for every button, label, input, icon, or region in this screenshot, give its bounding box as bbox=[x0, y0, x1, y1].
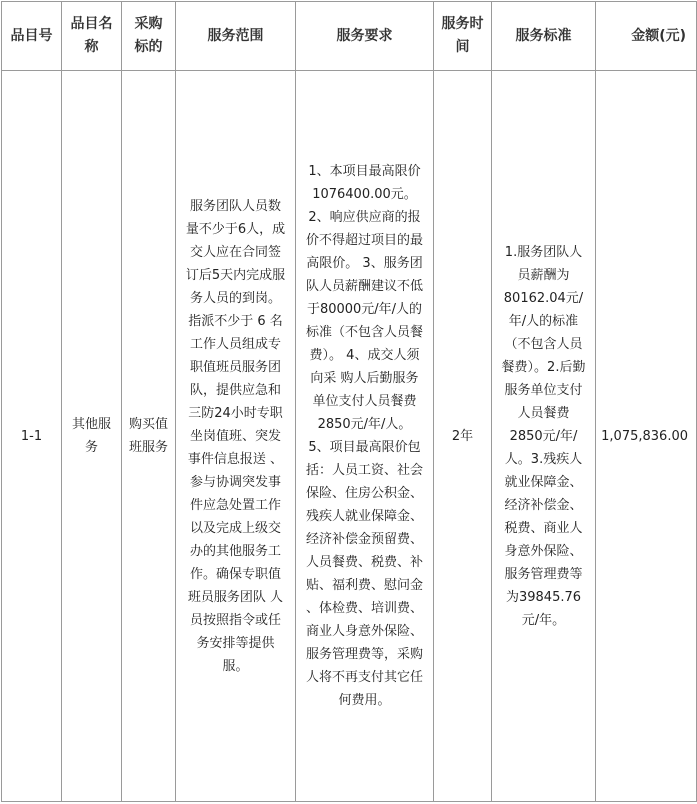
header-service-scope: 服务范围 bbox=[176, 2, 296, 71]
header-row bbox=[2, 2, 697, 71]
cell-item-name: 其他服务 bbox=[62, 71, 122, 802]
header-item-no: 品目号 bbox=[2, 2, 62, 71]
cell-service-requirements: 1、本项目最高限价1076400.00元。 2、响应供应商的报价不得超过项目的最高限价。 3、服务团队人员薪酬建议不低于80000元/年/人的标准（不包含人员餐费）。 4、成交人须向采 购人后勤服务单位支付人员餐费2850元/年/人。 5、项目最高限价包括：人员工资、社会保险、住房公积金、残疾人就业保障金、经济补偿金预留费、人员餐费、税费、补贴、福利费、慰问金 、体检费、培训费、商业人身意外保险、服务管理费等，采购人将不再支付其它任何费用。 bbox=[296, 71, 434, 802]
cell-purchase-target: 购买值班服务 bbox=[122, 71, 176, 802]
procurement-table bbox=[1, 1, 697, 802]
header-service-requirements: 服务要求 bbox=[296, 2, 434, 71]
cell-item-no: 1-1 bbox=[2, 71, 62, 802]
cell-service-scope: 服务团队人员数量不少于6人，成交人应在合同签订后5天内完成服务人员的到岗。指派不少于 6 名工作人员组成专职值班员服务团队，提供应急和三防24小时专职坐岗值班、突发事件信息报送 、参与协调突发事件应急处置工作以及完成上级交办的其他服务工作。确保专职值班员服务团队 人员按照指令或任务安排等提供服。 bbox=[176, 71, 296, 802]
header-service-time: 服务时间 bbox=[434, 2, 492, 71]
header-amount: 金额(元) bbox=[596, 2, 697, 71]
header-purchase-target: 采购标的 bbox=[122, 2, 176, 71]
cell-service-standard: 1.服务团队人员薪酬为80162.04元/年/人的标准（不包含人员餐费）。2.后勤服务单位支付人员餐费2850元/年/人。3.残疾人就业保障金、经济补偿金、税费、商业人身意外保险、服务管理费等为39845.76元/年。 bbox=[492, 71, 596, 802]
table-row bbox=[2, 71, 697, 802]
cell-service-time: 2年 bbox=[434, 71, 492, 802]
cell-amount: 1,075,836.00 bbox=[596, 71, 697, 802]
header-item-name: 品目名称 bbox=[62, 2, 122, 71]
header-service-standard: 服务标准 bbox=[492, 2, 596, 71]
